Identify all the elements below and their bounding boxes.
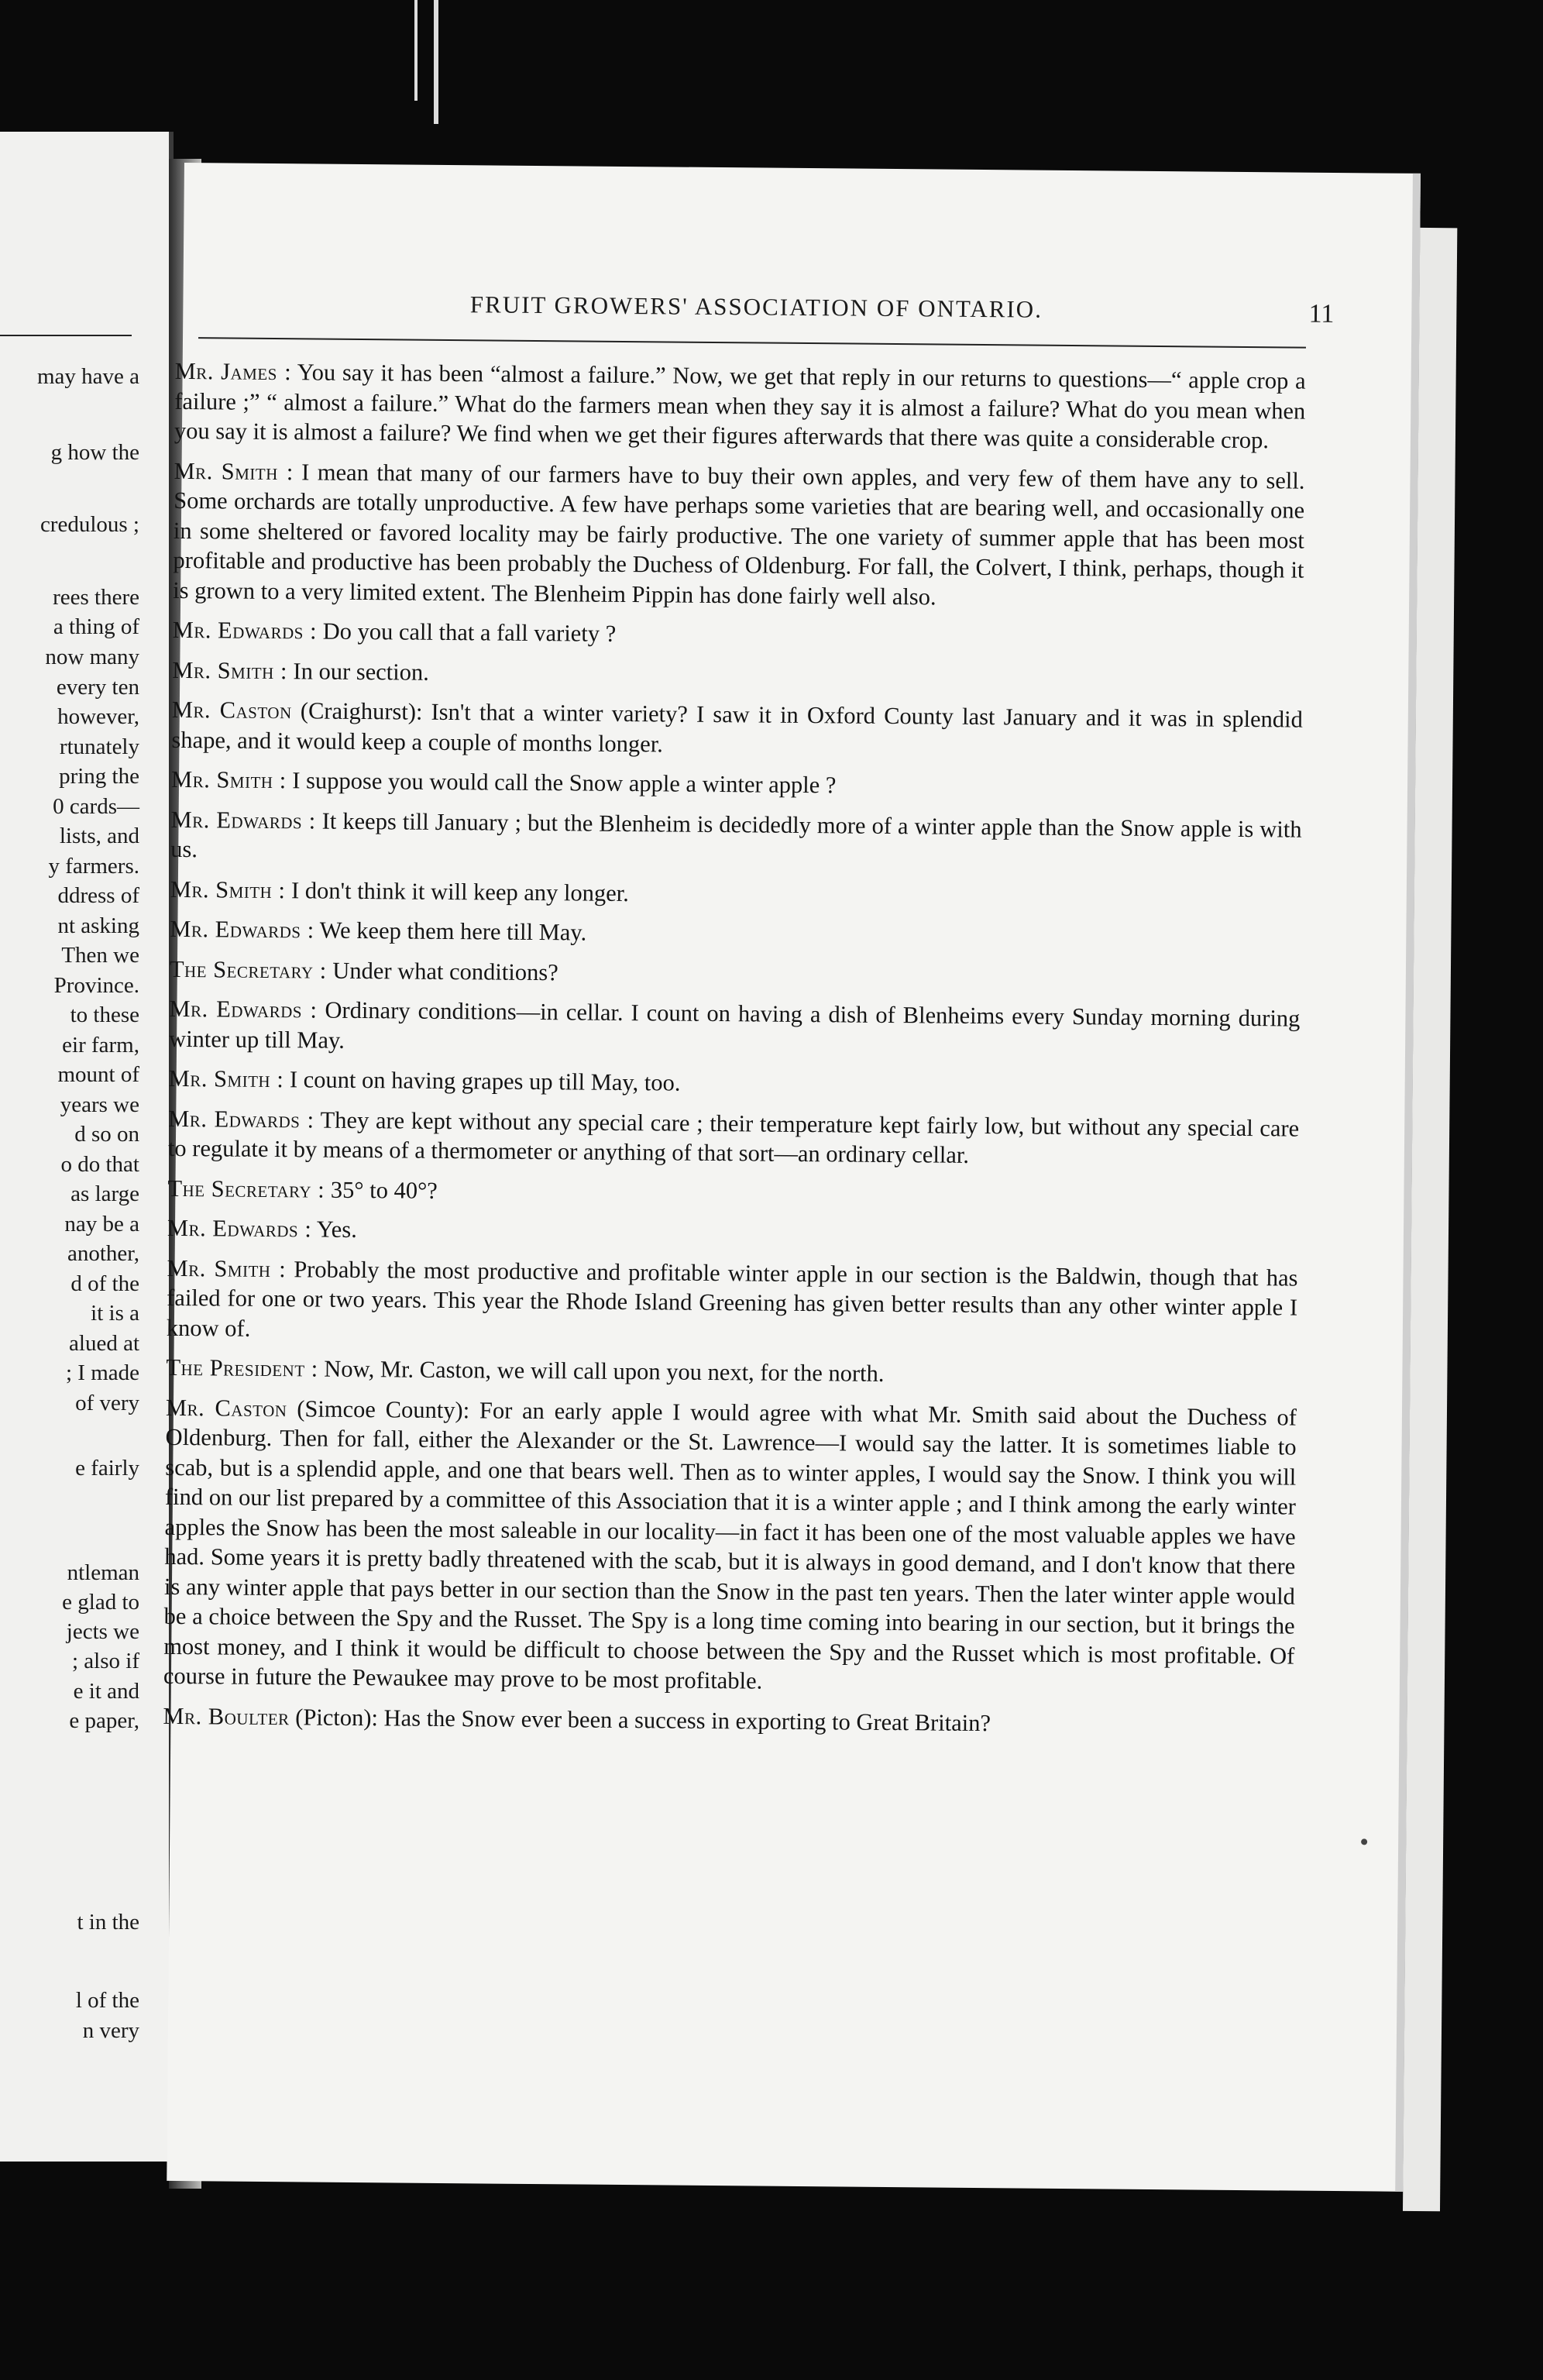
left-fragment-line: rees there: [53, 585, 139, 610]
speech-paragraph: [163, 1392, 1297, 1701]
running-head: FRUIT GROWERS' ASSOCIATION OF ONTARIO.: [469, 291, 1043, 323]
left-fragment-line: y farmers.: [48, 854, 139, 879]
speech-text: Yes.: [311, 1216, 357, 1243]
speech-text: I don't think it will keep any longer.: [285, 876, 630, 906]
speech-text: 35° to 40°?: [325, 1176, 438, 1204]
speech-text: (Picton): Has the Snow ever been a success in exporting to Great Britain?: [289, 1703, 991, 1736]
left-fragment-line: eir farm,: [62, 1033, 139, 1058]
speaker-name: Mr. Edwards :: [170, 915, 314, 944]
left-fragment-line: another,: [67, 1241, 139, 1266]
speech-paragraph: [166, 1353, 1297, 1392]
speaker-name: Mr. Edwards :: [170, 806, 316, 834]
left-fragment-line: jects we: [66, 1619, 139, 1644]
left-fragment-line: ; also if: [72, 1649, 139, 1673]
stray-dot-mark: [1361, 1838, 1367, 1845]
speech-paragraph: [171, 695, 1303, 765]
speech-paragraph: [170, 874, 1301, 913]
speaker-name: Mr. Smith :: [170, 765, 287, 794]
speech-paragraph: [168, 1103, 1300, 1173]
left-fragment-line: now many: [45, 645, 139, 669]
speaker-name: Mr. Edwards :: [172, 616, 318, 645]
speech-paragraph: [167, 1173, 1298, 1212]
film-scratch: [414, 0, 418, 101]
speaker-name: Mr. Smith :: [168, 1064, 284, 1093]
speech-paragraph: [171, 765, 1302, 804]
left-fragment-line: e glad to: [62, 1590, 139, 1615]
speech-text: Under what conditions?: [326, 957, 558, 985]
left-fragment-line: rtunately: [59, 734, 139, 759]
speech-text: They are kept without any special care ; their temperature kept fairly low, but without any special care to regulate it by means of a thermometer or anything of that sort—an ordinary cellar.: [167, 1106, 1300, 1168]
speaker-name: Mr. Smith :: [172, 656, 288, 684]
speech-text: Probably the most productive and profitable winter apple in our section is the Baldwin, though that has failed for one or two years. This year the Rhode Island Greening has given better results than any other winter apple I know of.: [166, 1255, 1298, 1342]
speech-text: Do you call that a fall variety ?: [316, 617, 617, 647]
speaker-name: Mr. James :: [174, 357, 292, 386]
speaker-name: The President :: [166, 1353, 318, 1382]
left-fragment-line: to these: [70, 1003, 139, 1027]
speaker-name: Mr. Smith :: [167, 1254, 287, 1282]
speech-text: Now, Mr. Caston, we will call upon you next, for the north.: [318, 1355, 885, 1387]
speech-paragraph: [169, 1064, 1300, 1103]
left-fragment-line: t in the: [77, 1910, 139, 1935]
left-fragment-line: nay be a: [64, 1212, 139, 1236]
speech-paragraph: [163, 1701, 1294, 1740]
speaker-name: The Secretary :: [167, 1175, 325, 1203]
left-fragment-line: o do that: [60, 1152, 139, 1177]
speech-paragraph: [167, 1213, 1298, 1253]
left-fragment-line: a thing of: [53, 614, 139, 639]
right-page: [163, 163, 1421, 2192]
left-fragment-line: e it and: [73, 1679, 139, 1704]
speaker-name: The Secretary :: [169, 955, 327, 984]
speech-paragraph: [173, 456, 1305, 614]
left-fragment-line: d of the: [70, 1271, 139, 1296]
speech-text: I mean that many of our farmers have to buy their own apples, and very few of them have any to sell. Some orchards are totally unproductive. A few have perhaps some varieties that are bearing well, and occasionally one in some sheltered or favored locality may be fairly productive. The one variety of summer apple that has been most profitable and productive has been probably the Duchess of Oldenburg. For fall, the Colvert, I think, perhaps, though it is grown to a very limited extent. The Blenheim Pippin has done fairly well also.: [173, 458, 1305, 610]
speech-text: I count on having grapes up till May, too.: [284, 1066, 681, 1096]
left-fragment-line: nt asking: [57, 913, 139, 938]
speech-text: (Simcoe County): For an early apple I would agree with what Mr. Smith said about the Duchess of Oldenburg. Then for fall, either the Alexander or the St. Lawrence—I would say the latter. It is sometimes liable to scab, but is a splendid apple, and one that bears well. Then as to winter apples, I would say the Snow. I think you will find on our list prepared by a committee of this Association that it is a winter apple ; and I think among the early winter apples the Snow has been the most saleable in our locality—in fact it has been one of the most valuable apples we have had. Some years it is pretty badly threatened with the scab, but it is always in good demand, and I don't know that there is any winter apple that pays better in our section than the Snow in the past ten years. Then the later winter apple would be a choice between the Spy and the Russet. The Spy is a long time coming into bearing in our section, but it brings the most money, and I think it would be difficult to choose between the Spy and the Russet which is most profitable. Of course in future the Pewaukee may prove to be most profitable.: [163, 1395, 1297, 1694]
speech-paragraph: [170, 804, 1302, 874]
header-rule: [198, 337, 1306, 348]
speech-text: Ordinary conditions—in cellar. I count on having a dish of Blenheims every Sunday morning during winter up till May.: [168, 996, 1301, 1054]
speaker-name: Mr. Edwards :: [167, 1214, 312, 1243]
left-fragment-line: years we: [60, 1092, 139, 1117]
speech-text: I suppose you would call the Snow apple a winter apple ?: [286, 767, 837, 799]
speech-paragraph: [170, 954, 1301, 993]
speech-text: It keeps till January ; but the Blenheim is decidedly more of a winter apple than the Snow apple is with us.: [170, 807, 1302, 863]
left-fragment-line: alued at: [69, 1331, 139, 1356]
speech-text: We keep them here till May.: [314, 917, 587, 946]
speaker-name: Mr. Caston: [165, 1394, 287, 1422]
left-fragment-line: pring the: [59, 764, 139, 789]
speech-paragraph: [173, 615, 1304, 655]
left-fragment-line: ntleman: [67, 1560, 139, 1585]
speaker-name: Mr. Smith :: [174, 457, 294, 485]
speech-text: (Craighurst): Isn't that a winter variety? I saw it in Oxford County last January and it was in splendid shape, and it would keep a couple of months longer.: [171, 697, 1303, 757]
left-fragment-line: Then we: [61, 943, 139, 968]
left-fragment-line: d so on: [74, 1122, 139, 1147]
left-fragment-line: mount of: [57, 1062, 139, 1087]
left-fragment-line: g how the: [50, 440, 139, 465]
left-fragment-line: ; I made: [65, 1360, 139, 1385]
left-fragment-line: n very: [82, 2018, 139, 2043]
page-edge: [1403, 228, 1457, 2211]
speech-text: In our section.: [287, 657, 430, 686]
left-fragment-line: may have a: [36, 364, 139, 389]
left-fragment-line: l of the: [75, 1988, 139, 2013]
page-number: 11: [1308, 299, 1335, 328]
page-body: [163, 356, 1306, 1751]
left-fragment-line: Province.: [53, 973, 139, 998]
left-page-fragment: [0, 132, 174, 2162]
speaker-name: Mr. Smith :: [170, 875, 286, 903]
speaker-name: Mr. Edwards :: [169, 995, 318, 1023]
speech-text: You say it has been “almost a failure.” Now, we get that reply in our returns to questions—“ apple crop a failure ;” “ almost a failure.” What do the farmers mean when they say it is almost a failure? What do you mean when you say it is almost a failure? We find when we get their figures afterwards that there was quite a considerable crop.: [174, 359, 1306, 454]
speaker-name: Mr. Edwards :: [168, 1105, 314, 1133]
film-scratch: [434, 0, 438, 124]
left-fragment-line: of very: [75, 1391, 139, 1415]
speech-paragraph: [174, 356, 1306, 456]
speech-paragraph: [167, 1253, 1298, 1352]
left-fragment-line: credulous ;: [40, 512, 139, 537]
speech-paragraph: [169, 994, 1301, 1064]
speech-paragraph: [170, 914, 1301, 954]
left-fragment-line: as large: [70, 1181, 139, 1206]
left-fragment-line: lists, and: [59, 824, 139, 848]
left-fragment-line: ddress of: [57, 883, 139, 908]
speech-paragraph: [172, 655, 1303, 694]
speaker-name: Mr. Caston: [171, 696, 292, 724]
left-fragment-line: every ten: [56, 675, 139, 700]
left-page-rule: [0, 335, 132, 336]
left-fragment-line: e fairly: [75, 1456, 139, 1481]
left-fragment-line: however,: [57, 704, 139, 729]
speaker-name: Mr. Boulter: [163, 1702, 290, 1730]
left-fragment-line: 0 cards—: [53, 794, 139, 819]
left-fragment-line: e paper,: [69, 1708, 139, 1733]
left-fragment-line: it is a: [91, 1301, 139, 1326]
